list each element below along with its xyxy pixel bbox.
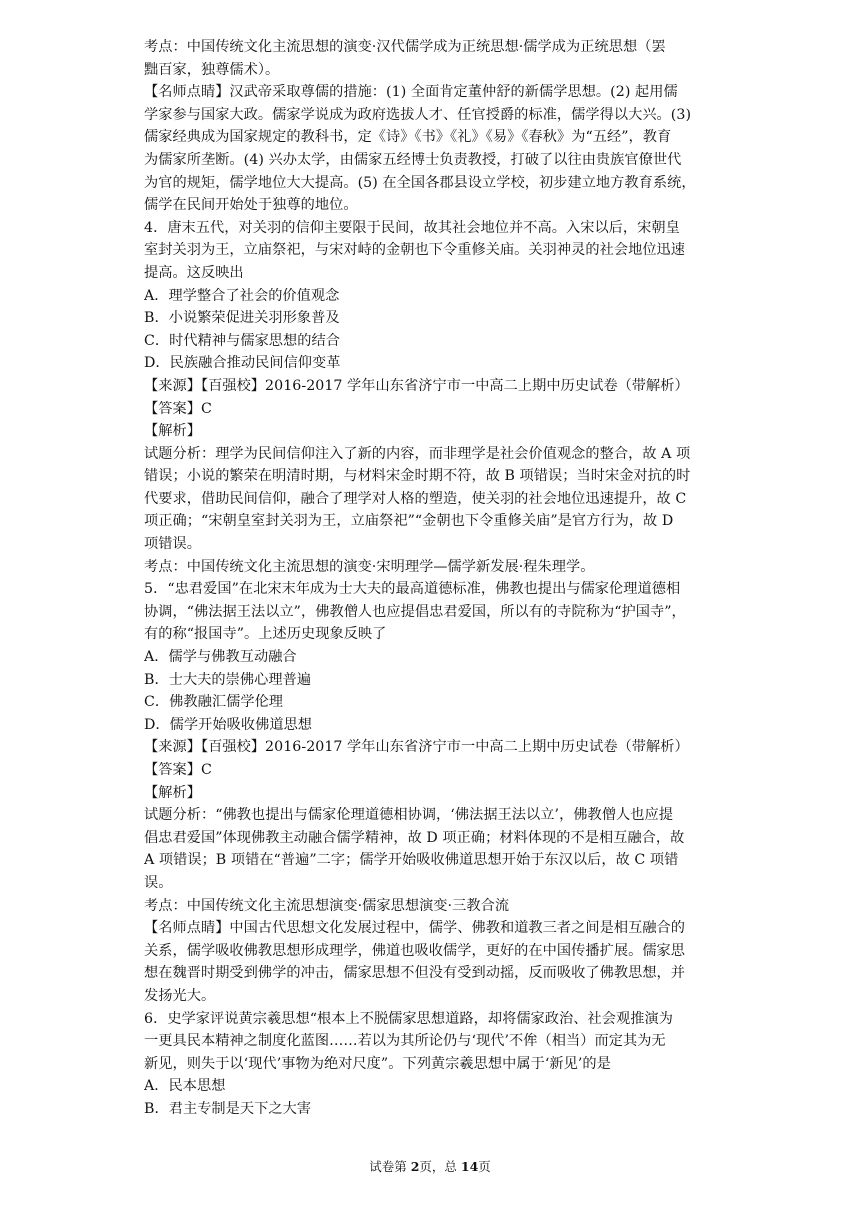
text-line: D．民族融合推动民间信仰变革 [144,355,341,372]
text-line: 黜百家，独尊儒术）。 [144,61,280,78]
text-line: 项正确；“宋朝皇室封关羽为王，立庙祭祀”“金朝也下令重修关庙”是官方行为，故 D [144,513,674,530]
text-line: 【名师点睛】中国古代思想文化发展过程中，儒学、佛教和道教三者之间是相互融合的 [144,920,686,937]
text-line: 新见，则失于以‘现代’事物为绝对尺度”。下列黄宗羲思想中属于‘新见’的是 [144,1055,611,1072]
text-line: 4．唐末五代，对关羽的信仰主要限于民间，故其社会地位并不高。入宋以后，宋朝皇 [144,219,680,236]
text-line: B．士大夫的崇佛心理普遍 [144,671,312,688]
text-line: 发扬光大。 [144,987,216,1004]
text-line: 考点：中国传统文化主流思想演变·儒家思想演变·三教合流 [144,897,510,914]
text-line: 试题分析：理学为民间信仰注入了新的内容，而非理学是社会价值观念的整合，故 A 项 [144,445,691,462]
footer-middle: 页，总 [419,1159,461,1174]
text-line: 有的称“报国寺”。上述历史现象反映了 [144,626,387,643]
text-line: 学家参与国家大政。儒家学说成为政府选拔人才、任官授爵的标准，儒学得以大兴。(3) [144,106,692,123]
text-line: 5．“忠君爱国”在北宋末年成为士大夫的最高道德标准，佛教也提出与儒家伦理道德相 [144,581,681,598]
text-line: A．理学整合了社会的价值观念 [144,287,340,304]
text-line: 儒家经典成为国家规定的教科书，定《诗》《书》《礼》《易》《春秋》为“五经”，教育 [144,129,672,146]
text-line: 【解析】 [144,423,201,440]
text-line: 考点：中国传统文化主流思想的演变·汉代儒学成为正统思想·儒学成为正统思想（罢 [144,39,666,55]
text-line: 一更具民本精神之制度化蓝图……若以为其所论仍与‘现代’不侔（相当）而定其为无 [144,1033,666,1050]
text-line: 【名师点睛】汉武帝采取尊儒的措施：(1) 全面肯定董仲舒的新儒学思想。(2) 起用儒 [144,84,678,101]
text-line: 试题分析：“佛教也提出与儒家伦理道德相协调，‘佛法据王法以立’，佛教僧人也应提 [144,807,673,824]
text-line: 误。 [144,874,173,891]
text-line: 代要求，借助民间信仰，融合了理学对人格的塑造，使关羽的社会地位迅速提升，故 C [144,490,687,507]
text-line: A．民本思想 [144,1078,226,1095]
text-line: 考点：中国传统文化主流思想的演变·宋明理学—儒学新发展·程朱理学。 [144,558,595,575]
text-line: A 项错误；B 项错在“普遍”二字；儒学开始吸收佛道思想开始于东汉以后，故 C 项错 [144,852,679,869]
text-line: 项错误。 [144,536,201,553]
text-line: 【来源】【百强校】2016-2017 学年山东省济宁市一中高二上期中历史试卷（带解析） [144,377,689,394]
text-line: 【答案】C [144,400,212,417]
text-line: 为儒家所垄断。(4) 兴办太学，由儒家五经博士负责教授，打破了以往由贵族官僚世代 [144,151,682,168]
text-line: 想在魏晋时期受到佛学的冲击，儒家思想不但没有受到动摇，反而吸收了佛教思想，并 [144,965,686,982]
text-line: B．君主专制是天下之大害 [144,1100,312,1117]
text-line: 关系，儒学吸收佛教思想形成理学，佛道也吸收儒学，更好的在中国传播扩展。儒家思 [144,942,686,959]
text-line: C．时代精神与儒家思想的结合 [144,332,340,349]
text-line: 协调，“佛法据王法以立”，佛教僧人也应提倡忠君爱国，所以有的寺院称为“护国寺”， [144,603,686,620]
text-line: 【答案】C [144,762,212,778]
document-body [144,36,722,1121]
text-line: 室封关羽为王，立庙祭祀，与宋对峙的金朝也下令重修关庙。关羽神灵的社会地位迅速 [144,242,686,259]
text-line: B．小说繁荣促进关羽形象普及 [144,310,340,327]
text-line: 儒学在民间开始处于独尊的地位。 [144,197,358,214]
text-line: 6．史学家评说黄宗羲思想“根本上不脱儒家思想道路，却将儒家政治、社会观推演为 [144,1010,673,1027]
text-line: 错误；小说的繁荣在明清时期，与材料宋金时期不符，故 B 项错误；当时宋金对抗的时 [144,468,691,485]
text-line: A．儒学与佛教互动融合 [144,649,297,666]
text-line: 提高。这反映出 [144,264,244,281]
footer-prefix: 试卷第 [369,1159,411,1174]
footer-suffix: 页 [478,1159,491,1174]
text-line: 【解析】 [144,784,201,801]
footer-total-pages: 14 [460,1159,479,1174]
text-line: 为官的规矩，儒学地位大大提高。(5) 在全国各郡县设立学校，初步建立地方教育系统， [144,174,696,191]
text-line: 【来源】【百强校】2016-2017 学年山东省济宁市一中高二上期中历史试卷（带解析） [144,739,689,756]
page-footer [0,1158,860,1176]
text-line: 倡忠君爱国”体现佛教主动融合儒学精神，故 D 项正确；材料体现的不是相互融合，故 [144,829,685,846]
footer-page-number: 2 [410,1159,420,1174]
text-line: C．佛教融汇儒学伦理 [144,694,284,711]
text-line: D．儒学开始吸收佛道思想 [144,716,313,733]
